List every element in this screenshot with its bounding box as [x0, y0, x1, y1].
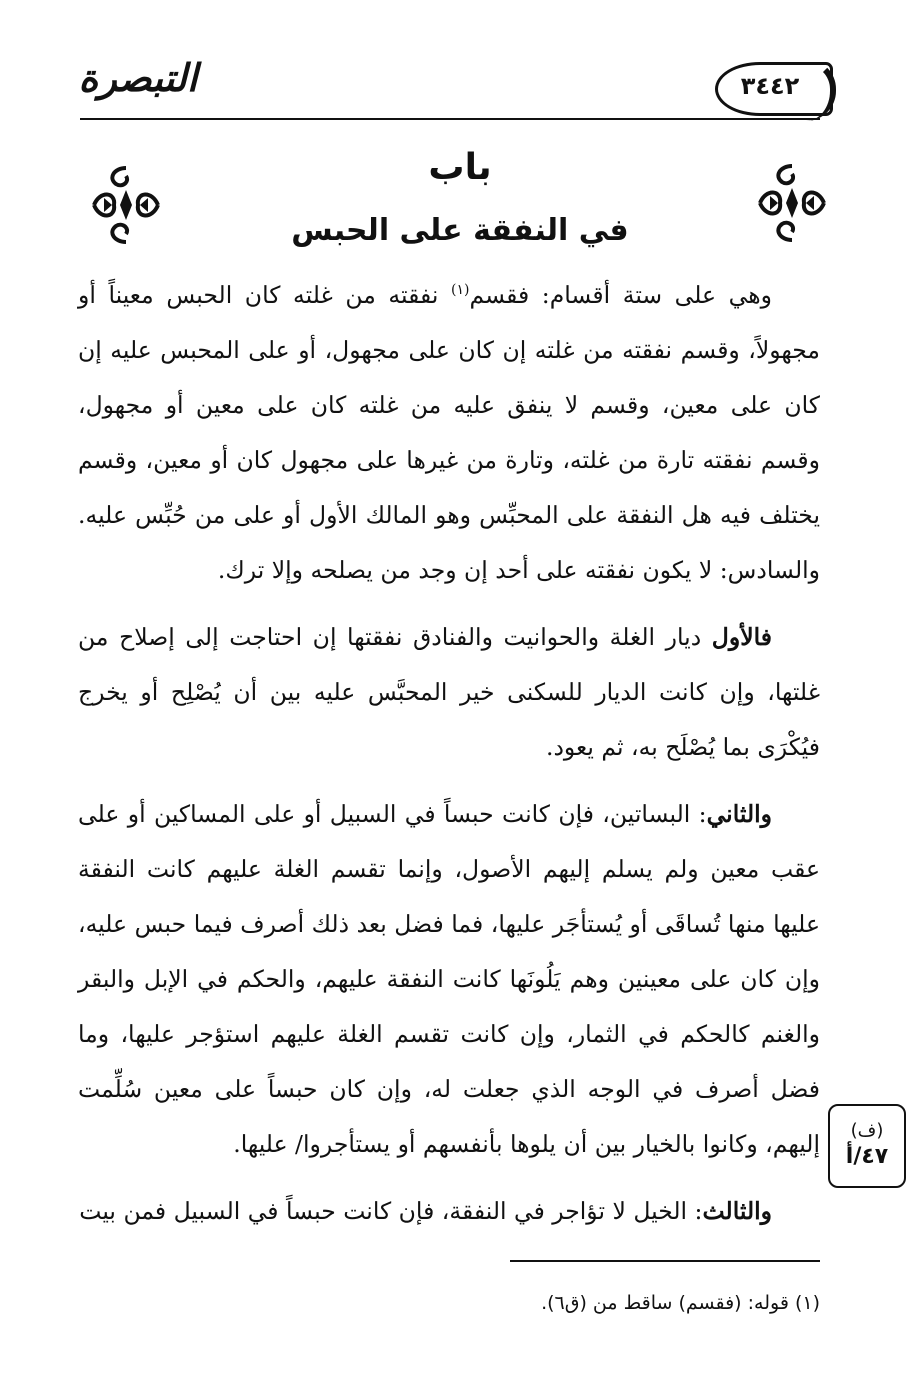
floral-ornament-icon: [752, 158, 832, 248]
paragraph-4: [78, 1184, 820, 1239]
body-text: [78, 268, 820, 1251]
paragraph-text: ديار الغلة والحوانيت والفنادق نفقتها إن احتاجت إلى إصلاح من غلتها، وإن كانت الديار للسكنى خير المحبَّس عليه بين أن يُصْلِح أو يخرج فيُكْرَى بما يُصْلَح به، ثم يعود.: [78, 623, 820, 761]
paragraph-text: وهي على ستة أقسام: فقسم: [469, 281, 772, 309]
paragraph-1: [78, 268, 820, 598]
paragraph-text: : الخيل لا تؤاجر في النفقة، فإن كانت حبساً في السبيل فمن بيت: [79, 1197, 703, 1225]
footnote-marker[interactable]: (١): [451, 282, 470, 299]
paragraph-lead: فالأول: [711, 623, 772, 651]
paragraph-text: نفقته من غلته كان الحبس معيناً أو مجهولاً، وقسم نفقته من غلته إن كان على مجهول، أو على المحبس عليه إن كان على معين، وقسم لا ينفق عليه من غلته كان على معين أو مجهول، وقسم نفقته تارة من غلته، وتارة من غيرها على مجهول كان أو معين، وقسم يختلف فيه هل النفقة على المحبِّس وهو المالك الأول أو على من حُبِّس عليه. والسادس: لا يكون نفقته على أحد إن وجد من يصلحه وإلا ترك.: [78, 281, 820, 584]
footnote: (١) قوله: (فقسم) ساقط من (ق٦).: [541, 1292, 820, 1314]
chapter-title: باب: [428, 147, 492, 188]
footnote-rule: [510, 1260, 820, 1262]
paragraph-3: [78, 787, 820, 1172]
chapter-subtitle: في النفقة على الحبس: [291, 213, 629, 248]
page-number: ٣٤٤٢: [740, 72, 800, 100]
folio-source: (ف): [850, 1120, 884, 1141]
paragraph-lead: والثاني: [706, 800, 772, 828]
paragraph-text: : البساتين، فإن كانت حبساً في السبيل أو على المساكين أو على عقب معين ولم يسلم إليهم الأصول، وإنما تقسم الغلة عليهم كانت النفقة عليها منها تُساقَى أو يُستأجَر عليها، فما فضل بعد ذلك أصرف فيما حبس عليه، وإن كان على معينين وهم يَلُونَها كانت النفقة عليهم، والحكم في الإبل والبقر والغنم كالحكم في الثمار، وإن كانت تقسم الغلة عليهم استؤجر عليها، وما فضل أصرف في الوجه الذي جعلت له، وإن كان حبساً على معين سُلِّمت إليهم، وكانوا بالخيار بين أن يلوها بأنفسهم أو يستأجروا/ عليها.: [78, 800, 820, 1158]
folio-number: ٤٧/أ: [845, 1144, 889, 1169]
paragraph-lead: والثالث: [702, 1197, 772, 1225]
paragraph-2: [78, 610, 820, 775]
manuscript-folio-marker: [828, 1104, 906, 1188]
book-title: التبصرة: [78, 55, 198, 100]
floral-ornament-icon: [86, 160, 166, 250]
header-rule: [80, 118, 820, 120]
